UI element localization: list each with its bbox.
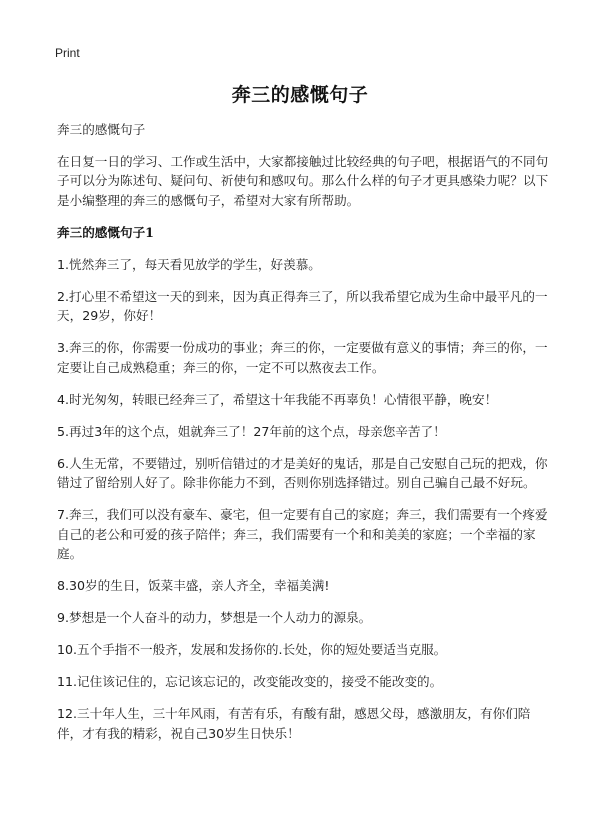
list-item: 5.再过3年的这个点，姐就奔三了！27年前的这个点，母亲您辛苦了！ [57,423,446,439]
print-link[interactable]: Print [55,46,80,60]
list-item: 6.人生无常，不要错过，别听信错过的才是美好的鬼话，那是自己安慰自己玩的把戏，你错过了留给别人好了。除非你能力不到，否则你别选择错过。别自己骗自己最不好玩。 [57,455,548,490]
list-item: 9.梦想是一个人奋斗的动力，梦想是一个人动力的源泉。 [57,610,372,625]
section-heading: 奔三的感慨句子1 [57,225,154,240]
page-title: 奔三的感慨句子 [231,84,369,106]
list-item: 10.五个手指不一般齐，发展和发扬你的.长处，你的短处要适当克服。 [57,642,447,657]
list-item: 11.记住该记住的，忘记该忘记的，改变能改变的，接受不能改变的。 [57,674,443,689]
article-body [57,120,550,756]
list-item: 2.打心里不希望这一天的到来，因为真正得奔三了，所以我希望它成为生命中最平凡的一天，29岁，你好！ [57,288,548,323]
list-item: 1.恍然奔三了，每天看见放学的学生，好羡慕。 [57,256,321,272]
list-item: 8.30岁的生日，饭菜丰盛，亲人齐全，幸福美满! [57,578,330,593]
list-item: 3.奔三的你，你需要一份成功的事业；奔三的你，一定要做有意义的事情；奔三的你，一定要让自己成熟稳重；奔三的你，一定不可以熬夜去工作。 [57,340,548,375]
list-item: 12.三十年人生，三十年风雨，有苦有乐，有酸有甜，感恩父母，感激朋友，有你们陪伴，才有我的精彩，祝自己30岁生日快乐！ [57,706,531,741]
intro-paragraph: 在日复一日的学习、工作或生活中，大家都接触过比较经典的句子吧，根据语气的不同句子可以分为陈述句、疑问句、祈使句和感叹句。那么什么样的句子才更具感染力呢？以下是小编整理的奔三的感慨句子，希望对大家有所帮助。 [57,153,549,208]
list-item: 4.时光匆匆，转眼已经奔三了，希望这十年我能不再辜负！心情很平静，晚安！ [57,391,498,407]
article-subtitle: 奔三的感慨句子 [57,122,146,137]
list-item: 7.奔三，我们可以没有豪车、豪宅，但一定要有自己的家庭；奔三，我们需要有一个疼爱自己的老公和可爱的孩子陪伴；奔三，我们需要有一个和和美美的家庭；一个幸福的家庭。 [57,507,548,561]
